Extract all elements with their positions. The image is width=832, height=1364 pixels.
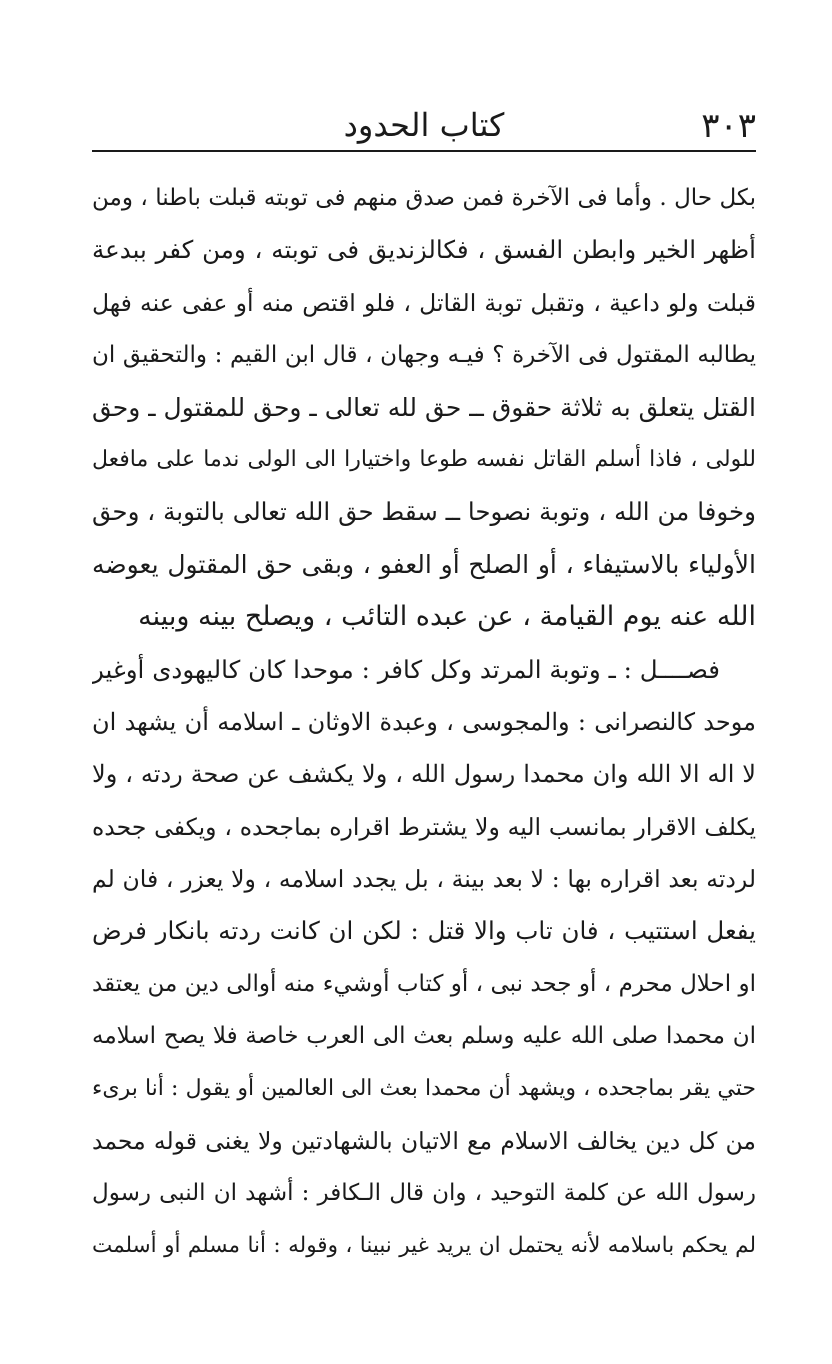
text-line: القتل يتعلق به ثلاثة حقوق ــ حق لله تعالى ـ وحق للمقتول ـ وحق	[92, 392, 756, 422]
text-line: يفعل استتيب ، فان تاب والا قتل : لكن ان كانت ردته بانكار فرض	[92, 916, 756, 946]
text-line: موحد كالنصرانى : والمجوسى ، وعبدة الاوثان ـ اسلامه أن يشهد ان	[92, 707, 756, 736]
text-line: لا اله الا الله وان محمدا رسول الله ، ولا يكشف عن صحة ردته ، ولا	[92, 760, 756, 789]
text-line: بكل حال . وأما فى الآخرة فمن صدق منهم فى توبته قبلت باطنا ، ومن	[92, 185, 756, 211]
body-text	[92, 172, 756, 1272]
text-line: يطالبه المقتول فى الآخرة ؟ فيـه وجهان ، قال ابن القيم : والتحقيق ان	[92, 342, 756, 369]
text-line: لم يحكم باسلامه لأنه يحتمل ان يريد غير نبينا ، وقوله : أنا مسلم أو أسلمت	[92, 1232, 756, 1258]
text-line: يكلف الاقرار بمانسب اليه ولا يشترط اقراره بماجحده ، ويكفى جحده	[92, 812, 756, 841]
page-number: ٣٠٣	[701, 106, 756, 146]
text-line: للولى ، فاذا أسلم القاتل نفسه طوعا واختيارا الى الولى ندما على مافعل	[92, 446, 756, 472]
text-line: ان محمدا صلى الله عليه وسلم بعث الى العرب خاصة فلا يصح اسلامه	[92, 1023, 756, 1050]
paragraph-end-line: الله عنه يوم القيامة ، عن عبده التائب ، ويصلح بينه وبينه	[138, 601, 756, 633]
running-title: كتاب الحدود	[343, 106, 505, 144]
section-heading-line: فصــــل : ـ وتوبة المرتد وكل كافر : موحدا كان كاليهودى أوغير	[92, 654, 720, 684]
text-line: من كل دين يخالف الاسلام مع الاتيان بالشهادتين ولا يغنى قوله محمد	[92, 1127, 756, 1156]
text-line: حتي يقر بماجحده ، ويشهد أن محمدا بعث الى العالمين أو يقول : أنا برىء	[92, 1075, 756, 1101]
text-line: وخوفا من الله ، وتوبة نصوحا ــ سقط حق الله تعالى بالتوبة ، وحق	[92, 497, 756, 527]
header-rule	[92, 150, 756, 152]
text-line: لردته بعد اقراره بها : لا بعد بينة ، بل يجدد اسلامه ، ولا يعزر ، فان لم	[92, 865, 756, 894]
page-header	[92, 100, 756, 146]
text-line: او احلال محرم ، أو جحد نبى ، أو كتاب أوشيء منه أوالى دين من يعتقد	[92, 970, 756, 997]
text-line: رسول الله عن كلمة التوحيد ، وان قال الـكافر : أشهد ان النبى رسول	[92, 1180, 756, 1207]
text-line: الأولياء بالاستيفاء ، أو الصلح أو العفو ، وبقى حق المقتول يعوضه	[92, 549, 756, 579]
text-line: قبلت ولو داعية ، وتقبل توبة القاتل ، فلو اقتص منه أو عفى عنه فهل	[92, 288, 756, 317]
text-line: أظهر الخير وابطن الفسق ، فكالزنديق فى توبته ، ومن كفر ببدعة	[92, 235, 756, 265]
